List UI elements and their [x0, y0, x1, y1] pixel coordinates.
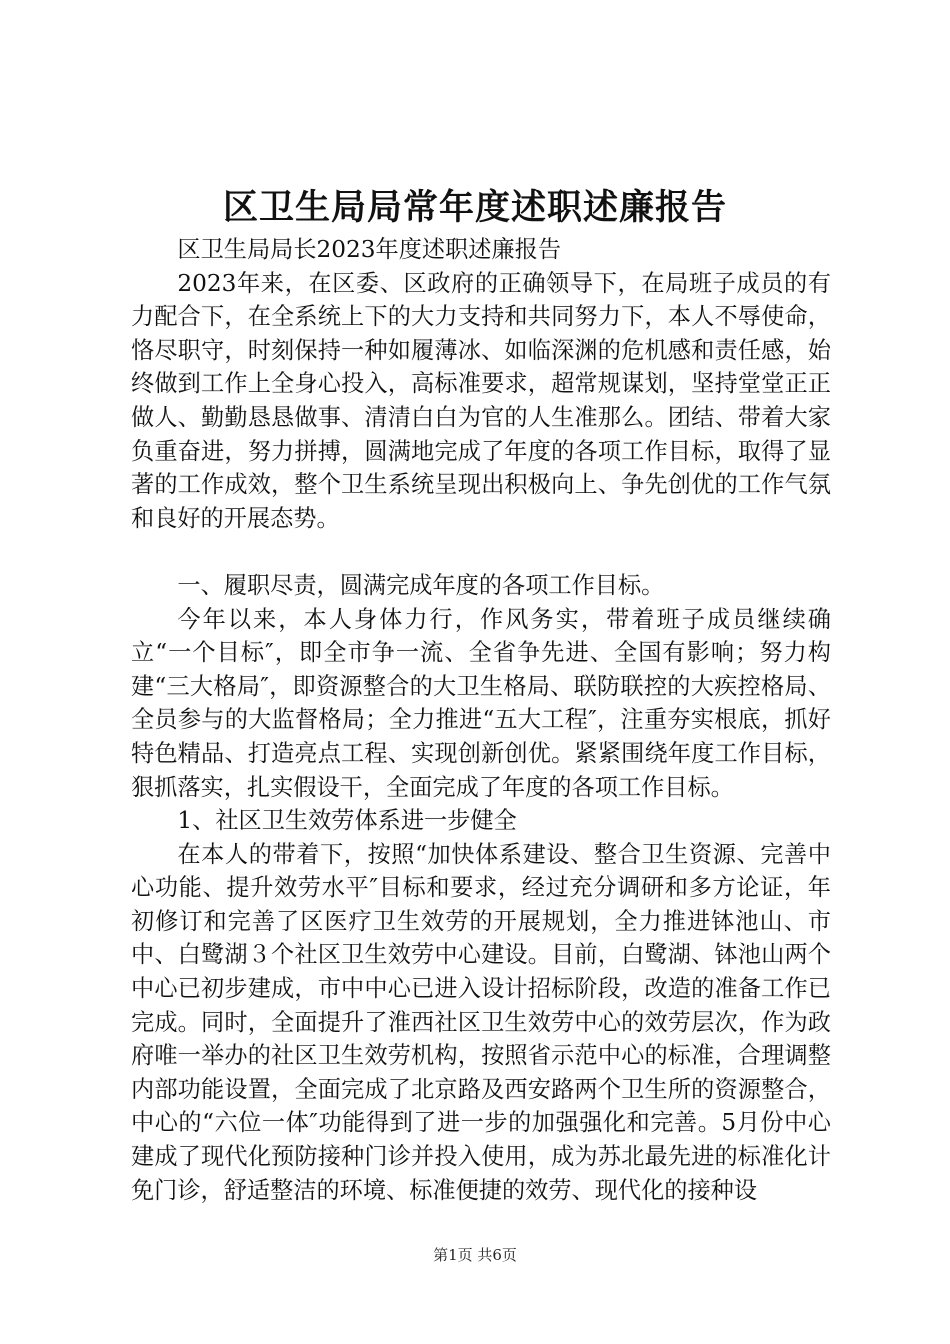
- document-body: [131, 233, 831, 1207]
- body-paragraph: 今年以来，本人身体力行，作风务实，带着班子成员继续确立“一个目标″，即全市争一流、全省争先进、全国有影响；努力构建“三大格局″，即资源整合的大卫生格局、联防联控的大疾控格局、全员参与的大监督格局；全力推进“五大工程″，注重夯实根底，抓好特色精品、打造亮点工程、实现创新创优。紧紧围绕年度工作目标，狠抓落实，扎实假设干，全面完成了年度的各项工作目标。: [131, 605, 831, 801]
- intro-paragraph: 2023年来，在区委、区政府的正确领导下，在局班子成员的有力配合下，在全系统上下的大力支持和共同努力下，本人不辱使命，恪尽职守，时刻保持一种如履薄冰、如临深渊的危机感和责任感，始终做到工作上全身心投入，高标准要求，超常规谋划，坚持堂堂正正做人、勤勤恳恳做事、清清白白为官的人生准那么。团结、带着大家负重奋进，努力拼搏，圆满地完成了年度的各项工作目标，取得了显著的工作成效，整个卫生系统呈现出积极向上、争先创优的工作气氛和良好的开展态势。: [131, 269, 831, 532]
- subtitle-paragraph: 区卫生局局长2023年度述职述廉报告: [177, 236, 562, 263]
- page-number-footer: 第1页 共6页: [433, 1246, 517, 1264]
- subsection-heading: 1、社区卫生效劳体系进一步健全: [177, 807, 517, 835]
- section-heading: 一、履职尽责，圆满完成年度的各项工作目标。: [177, 571, 665, 599]
- body-paragraph: 在本人的带着下，按照“加快体系建设、整合卫生资源、完善中心功能、提升效劳水平″目标和要求，经过充分调研和多方论证，年初修订和完善了区医疗卫生效劳的开展规划，全力推进钵池山、市中、白鹭湖３个社区卫生效劳中心建设。目前，白鹭湖、钵池山两个中心已初步建成，市中中心已进入设计招标阶段，改造的准备工作已完成。同时，全面提升了淮西社区卫生效劳中心的效劳层次，作为政府唯一举办的社区卫生效劳机构，按照省示范中心的标准，合理调整内部功能设置，全面完成了北京路及西安路两个卫生所的资源整合，中心的“六位一体″功能得到了进一步的加强强化和完善。5月份中心建成了现代化预防接种门诊并投入使用，成为苏北最先进的标准化计免门诊，舒适整洁的环境、标准便捷的效劳、现代化的接种设: [131, 840, 831, 1204]
- document-title: 区卫生局局常年度述职述廉报告: [222, 187, 727, 228]
